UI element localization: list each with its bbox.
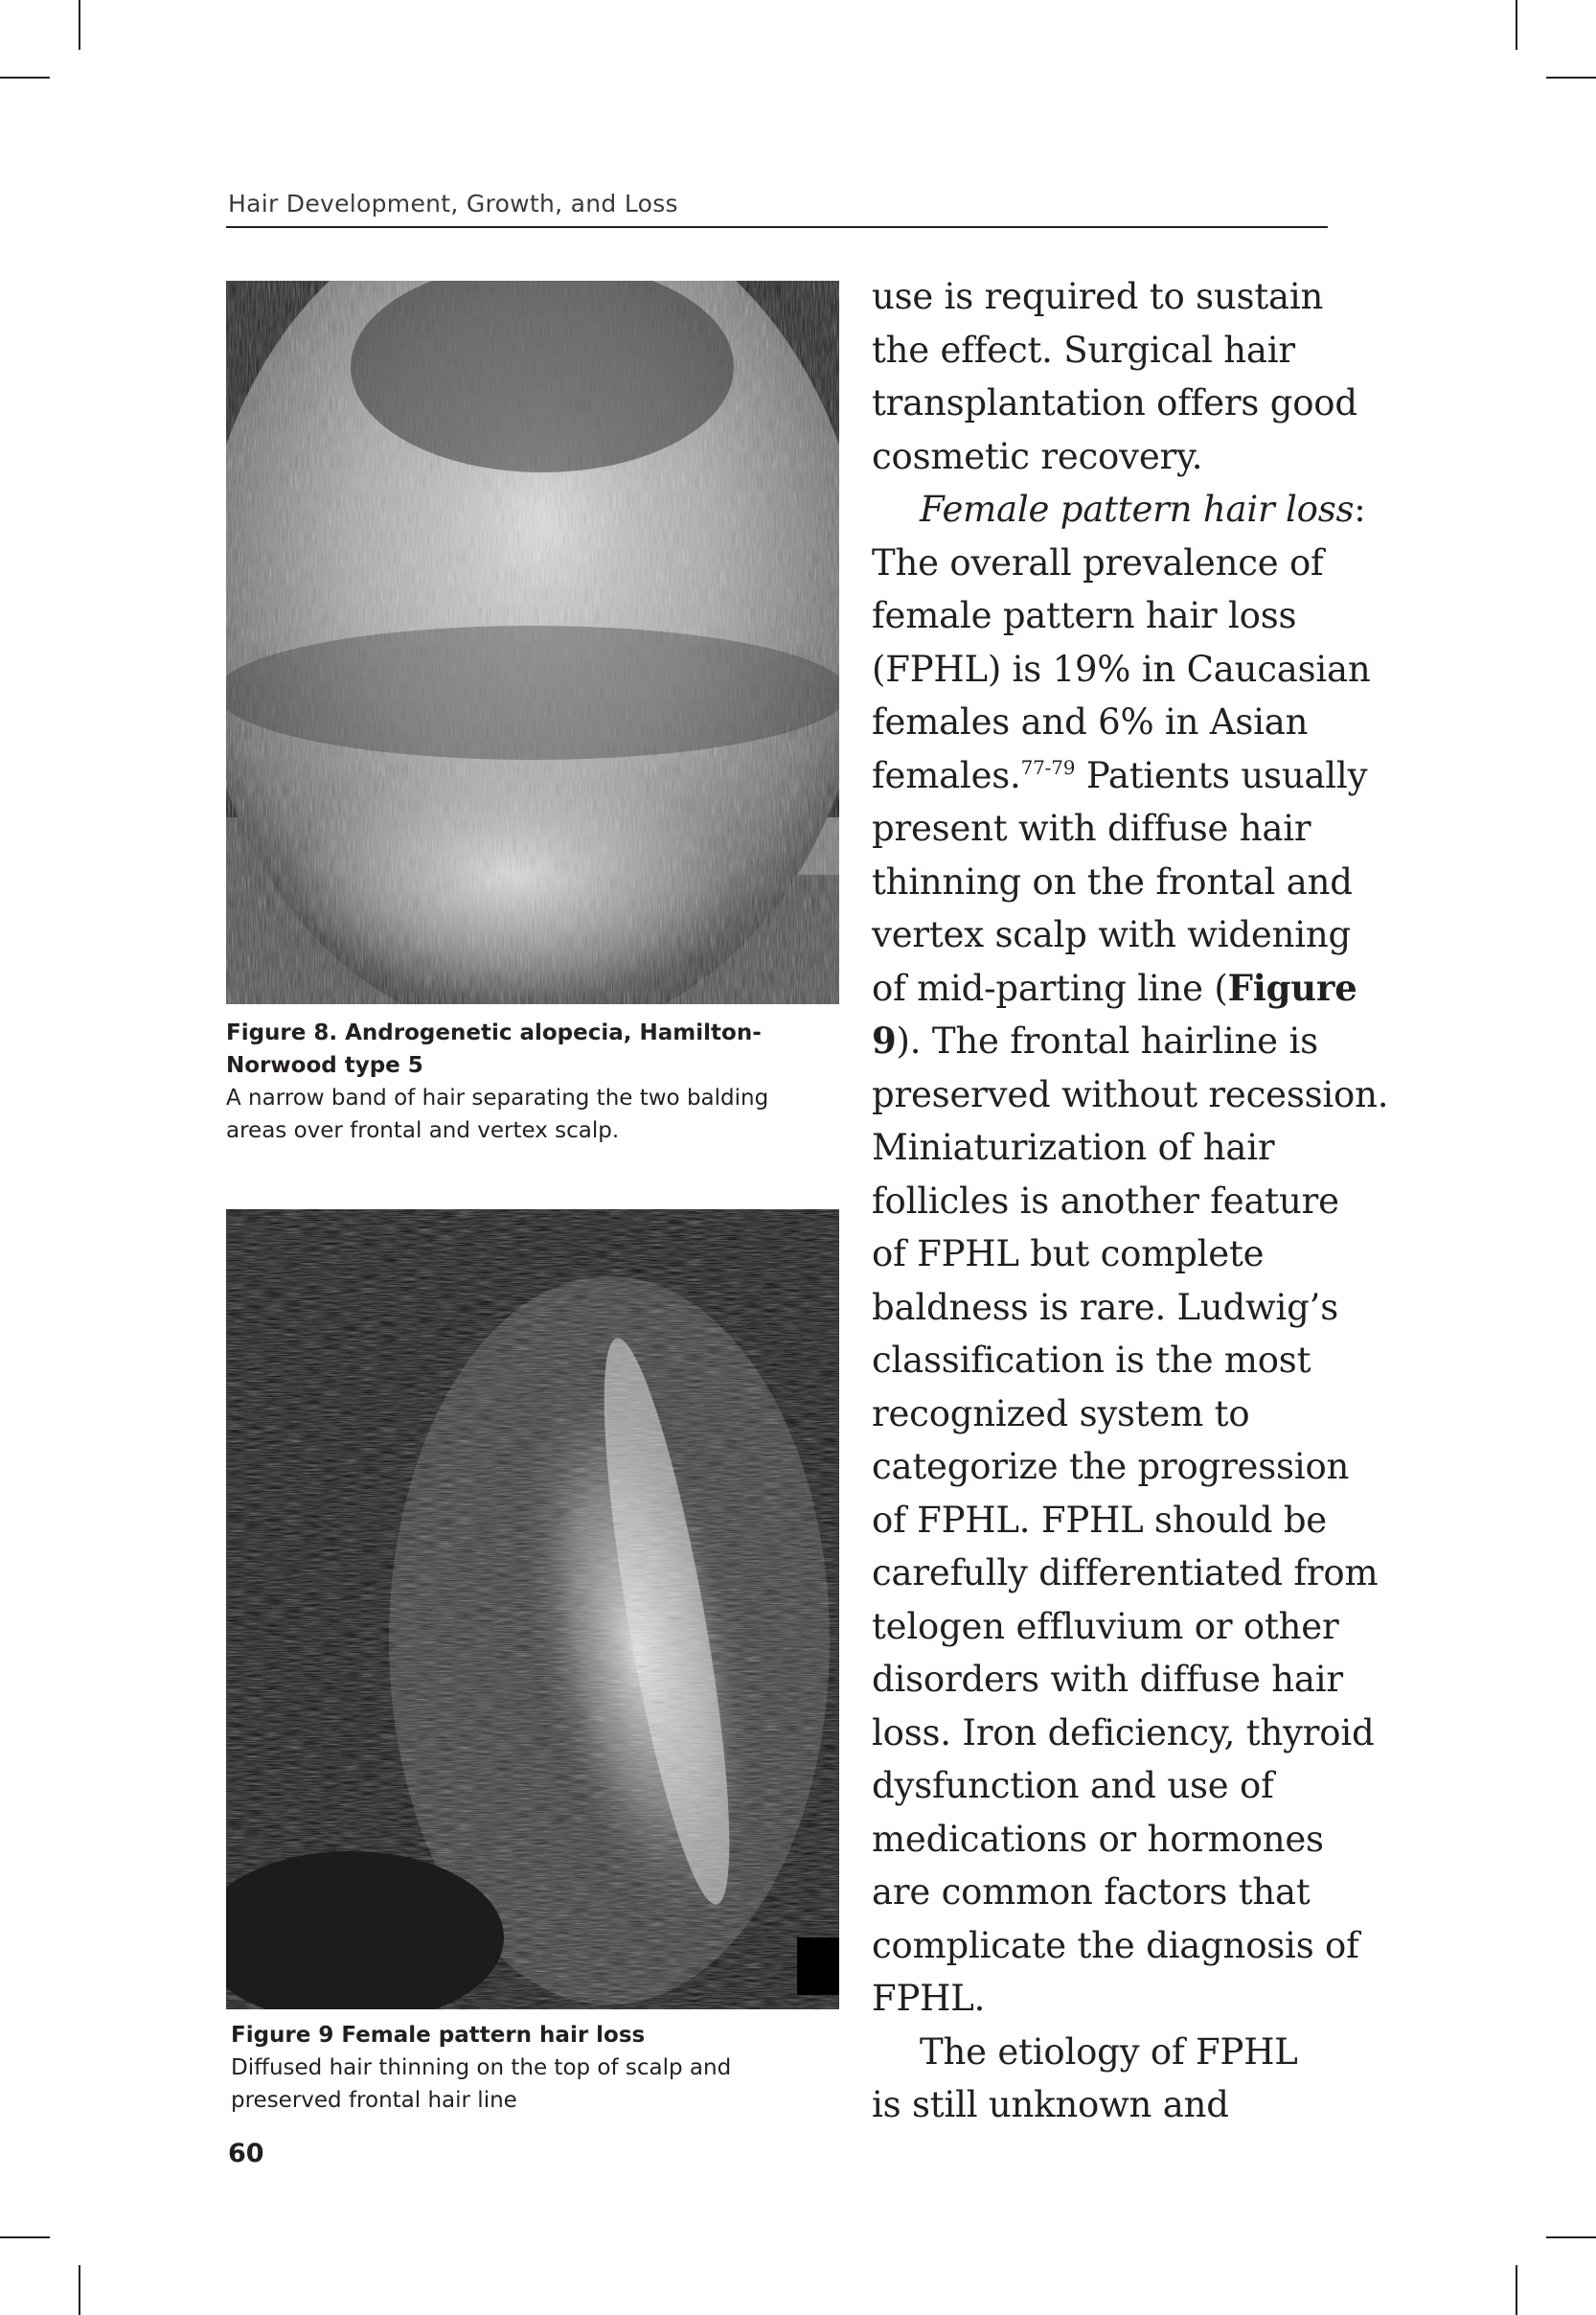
page-number: 60: [228, 2139, 264, 2168]
section-heading-italic: Female pattern hair loss: [920, 489, 1355, 530]
text-line: present with diffuse hair: [872, 808, 1311, 849]
text-line: thinning on the frontal and: [872, 860, 1353, 903]
figure-reference: 9: [872, 1020, 897, 1062]
text-line: dysfunction and use of: [872, 1765, 1274, 1806]
header-rule: [226, 226, 1328, 228]
text-line: [872, 1015, 1332, 1068]
text-line-with-citation: [872, 749, 1368, 803]
figure-8-title-line2: Norwood type 5: [226, 1053, 423, 1078]
text-line: The etiology of FPHL: [920, 2030, 1298, 2073]
figure-8-title-line1: Figure 8. Androgenetic alopecia, Hamilton-: [226, 1020, 762, 1045]
text-line: are common factors that: [872, 1871, 1311, 1913]
figure-9-title: Figure 9 Female pattern hair loss: [231, 2023, 646, 2048]
crop-mark: [0, 2236, 50, 2238]
text-line: categorize the progression: [872, 1446, 1350, 1487]
text-line: loss. Iron deficiency, thyroid: [872, 1711, 1375, 1753]
text-line: recognized system to: [872, 1392, 1250, 1434]
text-line: classification is the most: [872, 1340, 1311, 1381]
text-line: FPHL.: [872, 1978, 986, 2019]
text-line: female pattern hair loss: [872, 595, 1297, 636]
figure-8-caption: [226, 1017, 820, 1147]
text-line: disorders with diffuse hair: [872, 1659, 1343, 1700]
citation-superscript: 77-79: [1020, 755, 1076, 779]
text-line: preserved without recession.: [872, 1073, 1389, 1115]
text-line: [872, 962, 1357, 1016]
text-line: follicles is another feature: [872, 1180, 1339, 1222]
figure-8-description-line1: A narrow band of hair separating the two balding: [226, 1086, 769, 1111]
figure-reference: Figure: [1227, 966, 1357, 1009]
text-fragment: females.: [872, 754, 1021, 796]
text-line: baldness is rare. Ludwig’s: [872, 1286, 1338, 1328]
body-text-column: [872, 270, 1389, 2132]
crop-mark: [1516, 2265, 1517, 2315]
crop-mark: [79, 0, 80, 50]
crop-mark: [1546, 77, 1596, 79]
text-line: The overall prevalence of: [872, 541, 1324, 584]
text-line: the effect. Surgical hair: [872, 329, 1295, 371]
text-line: complicate the diagnosis of: [872, 1924, 1359, 1966]
figure-8-photo: [226, 281, 839, 1004]
section-lead-line: [872, 483, 1366, 537]
crop-mark: [1546, 2236, 1596, 2238]
figure-9-photo: [226, 1209, 839, 2009]
text-line: medications or hormones: [872, 1818, 1324, 1860]
figure-9-description-line2: preserved frontal hair line: [231, 2088, 517, 2113]
figure-8-description-line2: areas over frontal and vertex scalp.: [226, 1118, 620, 1143]
text-line: telogen effluvium or other: [872, 1605, 1339, 1647]
text-fragment: Patients usually: [1075, 754, 1368, 796]
text-line: is still unknown and: [872, 2084, 1229, 2125]
female-scalp-photo-icon: [226, 1209, 839, 2009]
text-line: cosmetic recovery.: [872, 435, 1203, 477]
text-line: females and 6% in Asian: [872, 701, 1309, 743]
crop-mark: [1516, 0, 1517, 50]
figure-9-caption: [231, 2019, 825, 2117]
text-line: of FPHL. FPHL should be: [872, 1499, 1328, 1541]
running-head: Hair Development, Growth, and Loss: [228, 190, 678, 218]
text-line: Miniaturization of hair: [872, 1127, 1275, 1168]
crop-mark: [79, 2265, 80, 2315]
text-line: use is required to sustain: [872, 276, 1324, 317]
male-scalp-photo-icon: [226, 281, 839, 1004]
text-line: transplantation offers good: [872, 382, 1357, 424]
text-line: vertex scalp with widening: [872, 914, 1351, 955]
text-fragment: of mid-parting line (: [872, 967, 1228, 1009]
crop-mark: [0, 77, 50, 79]
text-line: of FPHL but complete: [872, 1233, 1265, 1274]
figure-9-description-line1: Diffused hair thinning on the top of scalp and: [231, 2055, 732, 2080]
text-fragment: ). The frontal hairline is: [896, 1020, 1318, 1062]
text-line: (FPHL) is 19% in Caucasian: [872, 648, 1371, 690]
text-line: carefully differentiated from: [872, 1552, 1379, 1593]
text-fragment: :: [1354, 489, 1366, 530]
